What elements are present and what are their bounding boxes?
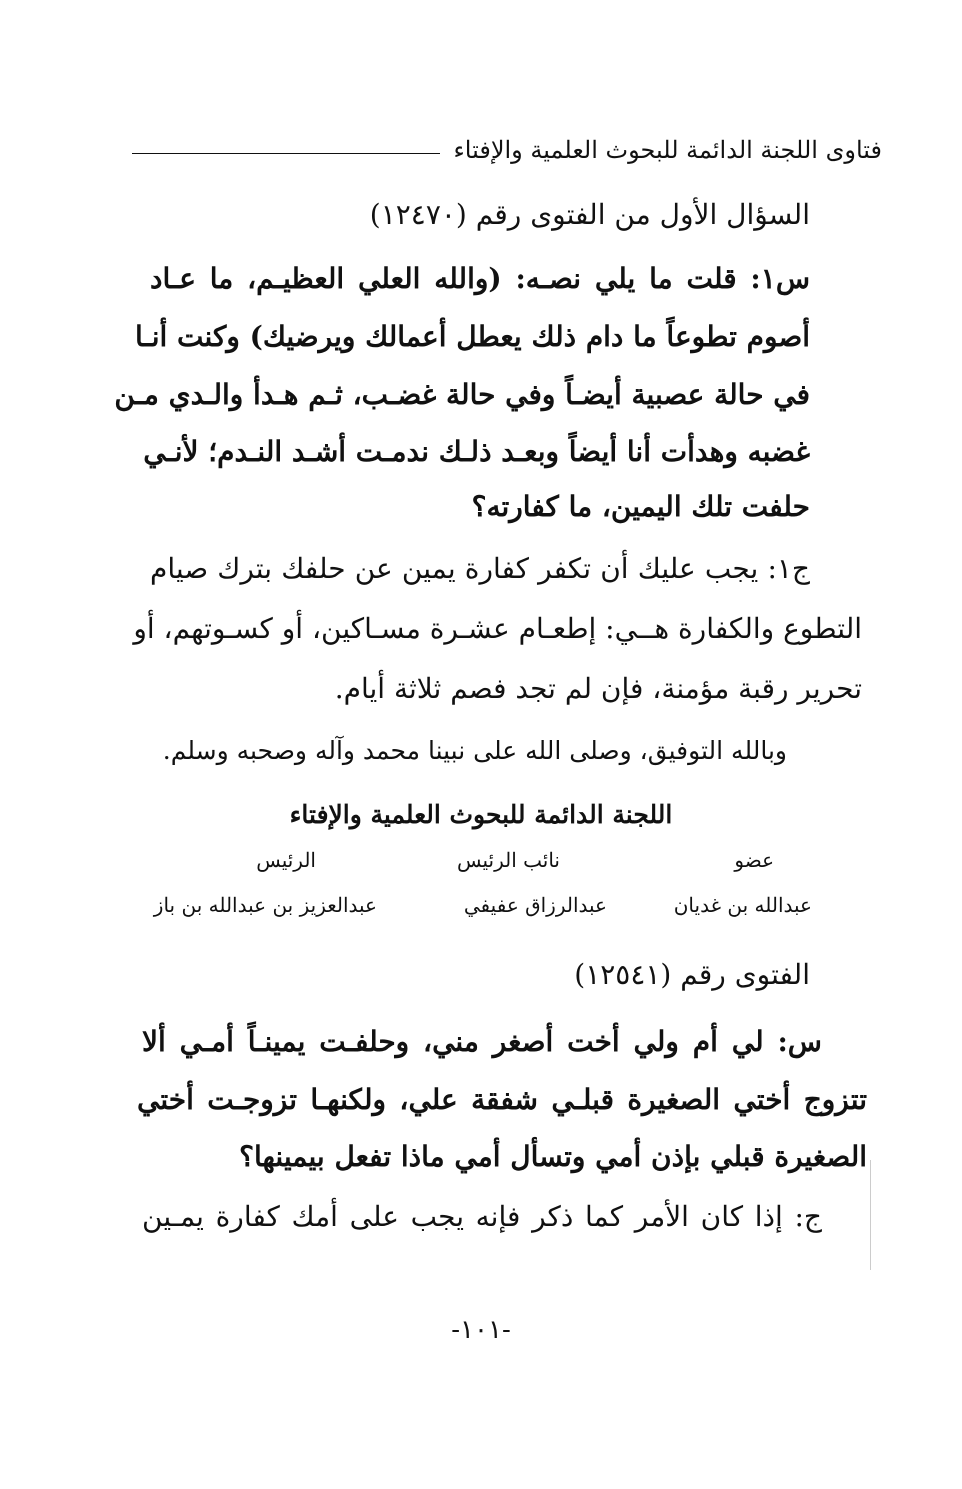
header-rule <box>132 153 440 154</box>
member-name: عبدالعزيز بن عبدالله بن باز <box>153 893 377 917</box>
fatwa1-question-line: حلفت تلك اليمين، ما كفارته؟ <box>471 490 810 523</box>
member-name: عبدالرزاق عفيفي <box>463 893 607 917</box>
fatwa2-answer-line: ج: إذا كان الأمر كما ذكر فإنه يجب على أمك كفارة يمـين <box>142 1200 822 1233</box>
fatwa1-heading: السؤال الأول من الفتوى رقم (١٢٤٧٠) <box>369 198 810 231</box>
fatwa1-question-line: في حالة عصبية أيضـاً وفي حالة غضـب، ثـم هـدأ والـدي مـن <box>114 378 810 411</box>
fatwa2-question-line: الصغيرة قبلي بإذن أمي وتسأل أمي ماذا تفعل بيمينها؟ <box>239 1140 867 1173</box>
member-role: عضو <box>734 848 774 872</box>
fatwa1-answer-line: ج١: يجب عليك أن تكفر كفارة يمين عن حلفك بترك صيام <box>150 552 810 585</box>
header-title: فتاوى اللجنة الدائمة للبحوث العلمية والإفتاء <box>453 136 882 164</box>
member-role: الرئيس <box>256 848 316 872</box>
fatwa2-question-line: س: لي أم ولي أخت أصغر مني، وحلفـت يمينـاً أمـي ألا <box>142 1025 822 1058</box>
fatwa1-question-line: أصوم تطوعاً ما دام ذلك يعطل أعمالك ويرضيك) وكنت أنـا <box>134 320 810 353</box>
member-role: نائب الرئيس <box>456 848 560 872</box>
fatwa2-question-line: تتزوج أختي الصغيرة قبلـي شفقة علي، ولكنهـا تزوجـت أختي <box>137 1083 867 1116</box>
margin-rule <box>870 1160 871 1270</box>
running-header <box>132 130 882 170</box>
fatwa1-answer-line: التطوع والكفارة هــي: إطعـام عشـرة مسـاكين، أو كسـوتهم، أو <box>133 612 862 645</box>
fatwa2-heading: الفتوى رقم (١٢٥٤١) <box>574 958 810 991</box>
fatwa1-question-line: س١: قلت ما يلي نصـه: (والله العلي العظيـم، ما عـاد <box>150 262 810 295</box>
closing-prayer: وبالله التوفيق، وصلى الله على نبينا محمد وآله وصحبه وسلم. <box>162 736 787 765</box>
member-name: عبدالله بن غديان <box>673 893 812 917</box>
page-number: -١٠١- <box>451 1315 511 1345</box>
fatwa1-answer-line: تحرير رقبة مؤمنة، فإن لم تجد فصم ثلاثة أيام. <box>334 672 862 705</box>
committee-name: اللجنة الدائمة للبحوث العلمية والإفتاء <box>289 800 673 829</box>
fatwa1-question-line: غضبه وهدأت أنا أيضاً وبعـد ذلـك ندمـت أشـد النـدم؛ لأنـي <box>143 435 810 468</box>
